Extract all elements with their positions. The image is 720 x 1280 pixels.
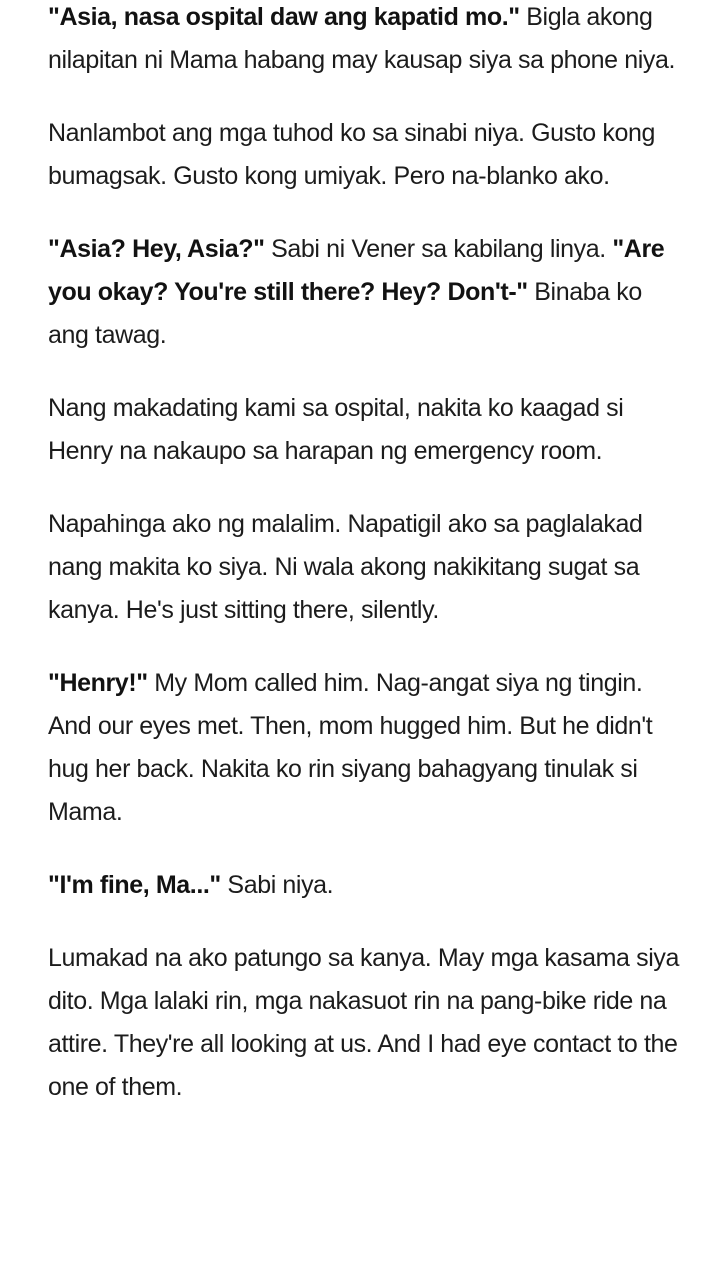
paragraph-4 xyxy=(48,387,684,473)
narration-text: My Mom called him. Nag-angat siya ng tingin. And our eyes met. Then, mom hugged him. But he didn't hug her back. Nakita ko rin siyang bahagyang tinulak si Mama. xyxy=(48,669,653,826)
dialogue-text: "Asia, nasa ospital daw ang kapatid mo." xyxy=(48,3,520,31)
paragraph-3 xyxy=(48,228,684,357)
paragraph-6 xyxy=(48,662,684,834)
narration-text: Bigla akong nilapitan ni Mama habang may kausap siya sa phone niya. xyxy=(48,3,676,74)
dialogue-text: "I'm fine, Ma..." xyxy=(48,871,221,899)
paragraph-7 xyxy=(48,864,684,907)
story-text xyxy=(48,0,684,1139)
narration-text: Sabi ni Vener sa kabilang linya. xyxy=(264,235,613,263)
dialogue-text: "Are you okay? You're still there? Hey? Don't-" xyxy=(48,235,665,306)
dialogue-text: "Henry!" xyxy=(48,669,148,697)
narration-text: Napahinga ako ng malalim. Napatigil ako sa paglalakad nang makita ko siya. Ni wala akong nakikitang sugat sa kanya. He's just sitting there, silently. xyxy=(48,510,643,624)
narration-text: Sabi niya. xyxy=(220,871,334,899)
dialogue-text: "Asia? Hey, Asia?" xyxy=(48,235,265,263)
narration-text: Nanlambot ang mga tuhod ko sa sinabi niya. Gusto kong bumagsak. Gusto kong umiyak. Pero na-blanko ako. xyxy=(48,119,655,190)
narration-text: Lumakad na ako patungo sa kanya. May mga kasama siya dito. Mga lalaki rin, mga nakasuot rin na pang-bike ride na attire. They're all looking at us. And I had eye contact to the one of them. xyxy=(48,944,679,1101)
paragraph-8 xyxy=(48,937,684,1109)
paragraph-5 xyxy=(48,503,684,632)
narration-text: Binaba ko ang tawag. xyxy=(48,278,642,349)
paragraph-2 xyxy=(48,112,684,198)
paragraph-1 xyxy=(48,0,684,82)
narration-text: Nang makadating kami sa ospital, nakita ko kaagad si Henry na nakaupo sa harapan ng emergency room. xyxy=(48,394,624,465)
